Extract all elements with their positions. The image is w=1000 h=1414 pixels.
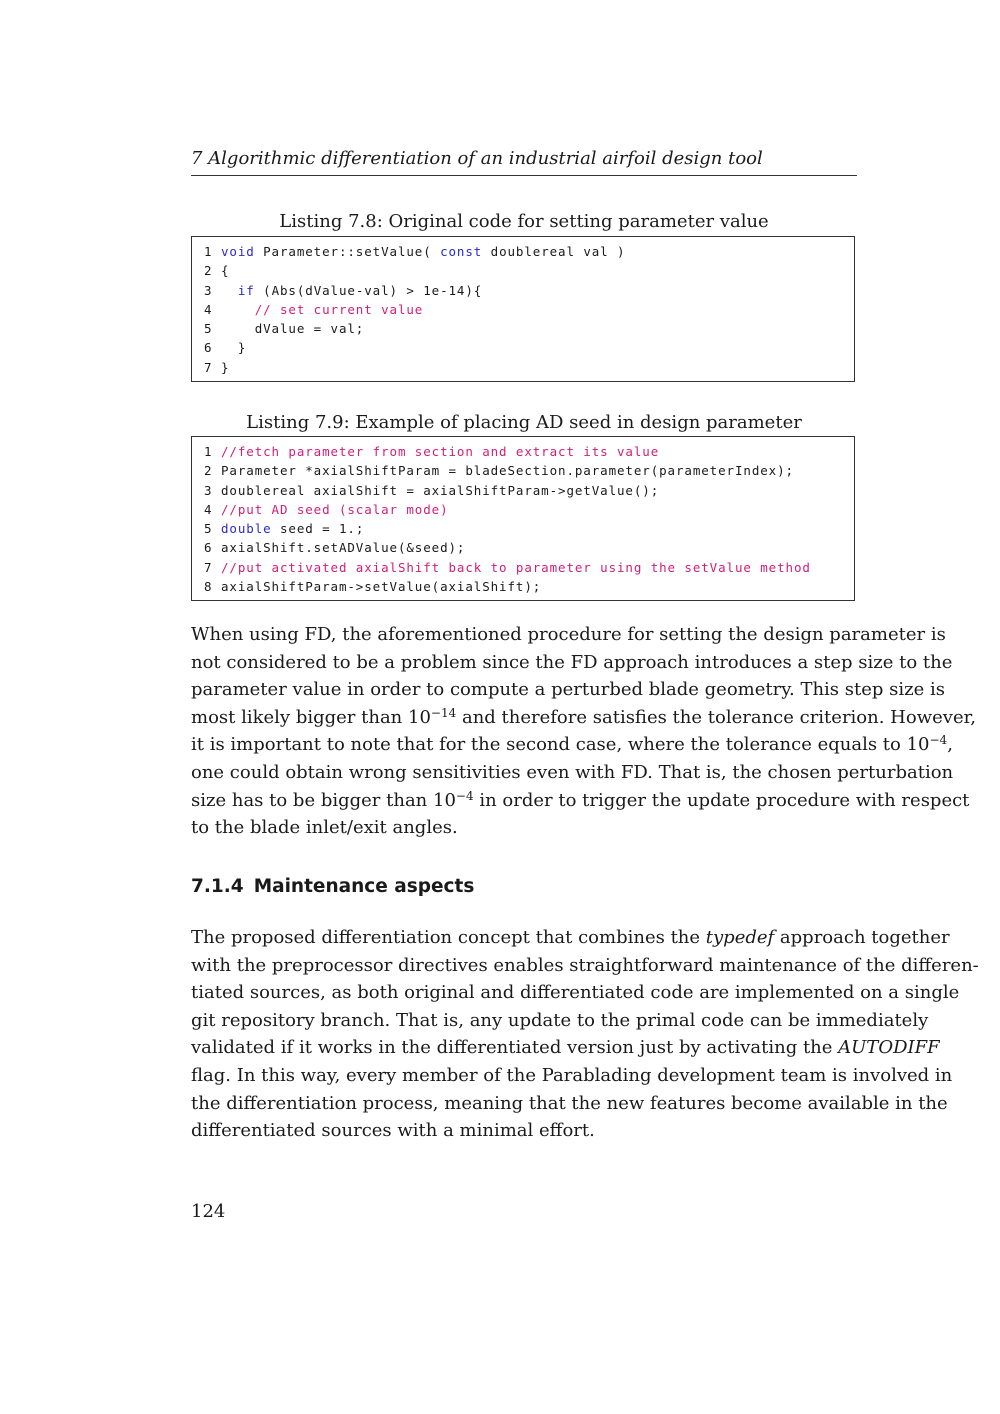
line-number: 4	[204, 501, 213, 517]
code-text: dValue = val;	[221, 321, 365, 337]
code-line	[204, 500, 854, 519]
listing-7-8-caption: Listing 7.8: Original code for setting parameter value	[279, 211, 769, 232]
code-line	[204, 558, 854, 577]
code-line	[204, 242, 854, 261]
code-line	[204, 461, 854, 480]
line-number: 8	[204, 579, 213, 595]
line-number: 6	[204, 540, 213, 556]
code-line	[204, 300, 854, 319]
code-text: (Abs(dValue-val) > 1e-14){	[254, 282, 483, 298]
code-text: seed = 1.;	[271, 521, 365, 537]
paragraph-fd-discussion	[191, 621, 976, 842]
text-line: When using FD, the aforementioned procedure for setting the design parameter is	[191, 624, 946, 645]
code-line	[204, 281, 854, 300]
text-line: to the blade inlet/exit angles.	[191, 817, 458, 839]
text-line: flag. In this way, every member of the Parablading development team is involved in	[191, 1064, 953, 1086]
code-text: }	[221, 359, 230, 375]
listing-7-9-code-box	[191, 436, 855, 601]
code-text: axialShiftParam->setValue(axialShift);	[221, 579, 542, 595]
page-number: 124	[191, 1201, 226, 1222]
line-number: 6	[204, 340, 213, 356]
code-text: Parameter::setValue(	[254, 244, 441, 259]
line-number: 2	[204, 263, 213, 279]
text-line: git repository branch. That is, any update to the primal code can be immediately	[191, 1009, 929, 1031]
section-number: 7.1.4	[191, 876, 244, 897]
code-comment: // set current value	[254, 301, 424, 317]
text-line: validated if it works in the differentiated version just by activating the AUTODIFF	[191, 1037, 940, 1059]
code-line	[204, 538, 854, 557]
section-heading	[191, 876, 474, 897]
code-keyword: double	[221, 521, 272, 537]
code-line	[204, 319, 854, 338]
exponent: −14	[430, 705, 457, 720]
code-line	[204, 358, 854, 377]
emphasis: AUTODIFF	[838, 1037, 940, 1059]
code-text: doublereal val )	[482, 244, 626, 259]
text-line: The proposed differentiation concept that combines the typedef approach together	[191, 927, 950, 948]
code-comment: //put activated axialShift back to parameter using the setValue method	[221, 559, 811, 575]
text-line: tiated sources, as both original and differentiated code are implemented on a single	[191, 982, 960, 1004]
listing-7-8-code-box	[191, 236, 855, 382]
section-title: Maintenance aspects	[253, 876, 475, 897]
text-line: it is important to note that for the second case, where the tolerance equals to $10^{-4}$,	[191, 733, 953, 756]
code-keyword: if	[237, 282, 255, 298]
code-text: doublereal axialShift = axialShiftParam->getValue();	[221, 482, 660, 498]
text-line: with the preprocessor directives enables straightforward maintenance of the differen-	[191, 954, 979, 976]
text-line: parameter value in order to compute a perturbed blade geometry. This step size is	[191, 679, 945, 701]
exponent: −4	[455, 788, 474, 803]
code-line	[204, 577, 854, 596]
code-text	[221, 283, 238, 298]
code-text: {	[221, 263, 230, 279]
running-header: 7 Algorithmic differentiation of an industrial airfoil design tool	[191, 148, 857, 176]
text-line: not considered to be a problem since the FD approach introduces a step size to the	[191, 651, 953, 673]
line-number: 2	[204, 463, 213, 479]
text-line: the differentiation process, meaning that the new features become available in the	[191, 1092, 948, 1114]
code-text: axialShift.setADValue(&seed);	[221, 540, 466, 556]
text-line: size has to be bigger than $10^{-4}$ in order to trigger the update procedure with respect	[191, 788, 970, 811]
line-number: 3	[204, 482, 213, 498]
code-text: }	[221, 340, 247, 356]
line-number: 5	[204, 321, 213, 337]
code-comment: //fetch parameter from section and extract its value	[221, 444, 660, 459]
code-text: Parameter *axialShiftParam = bladeSection.parameter(parameterIndex);	[221, 463, 794, 479]
code-line	[204, 338, 854, 357]
line-number: 4	[204, 301, 213, 317]
code-line	[204, 442, 854, 461]
text-line: differentiated sources with a minimal effort.	[191, 1120, 595, 1142]
exponent: −4	[929, 733, 948, 748]
paragraph-maintenance	[191, 924, 979, 1145]
code-text	[221, 302, 255, 317]
text-line: most likely bigger than $10^{-14}$ and therefore satisfies the tolerance criterion. However,	[191, 705, 976, 728]
code-comment: //put AD seed (scalar mode)	[221, 501, 449, 517]
line-number: 5	[204, 521, 213, 537]
line-number: 3	[204, 282, 213, 298]
code-line	[204, 481, 854, 500]
line-number: 1	[204, 244, 213, 259]
code-keyword: const	[440, 244, 483, 259]
text-line: one could obtain wrong sensitivities even with FD. That is, the chosen perturbation	[191, 761, 954, 783]
line-number: 7	[204, 359, 213, 375]
line-number: 1	[204, 444, 213, 459]
listing-7-9-caption: Listing 7.9: Example of placing AD seed in design parameter	[246, 412, 802, 433]
emphasis: typedef	[705, 927, 775, 948]
line-number: 7	[204, 559, 213, 575]
code-line	[204, 519, 854, 538]
code-keyword: void	[221, 244, 255, 259]
code-line	[204, 261, 854, 280]
